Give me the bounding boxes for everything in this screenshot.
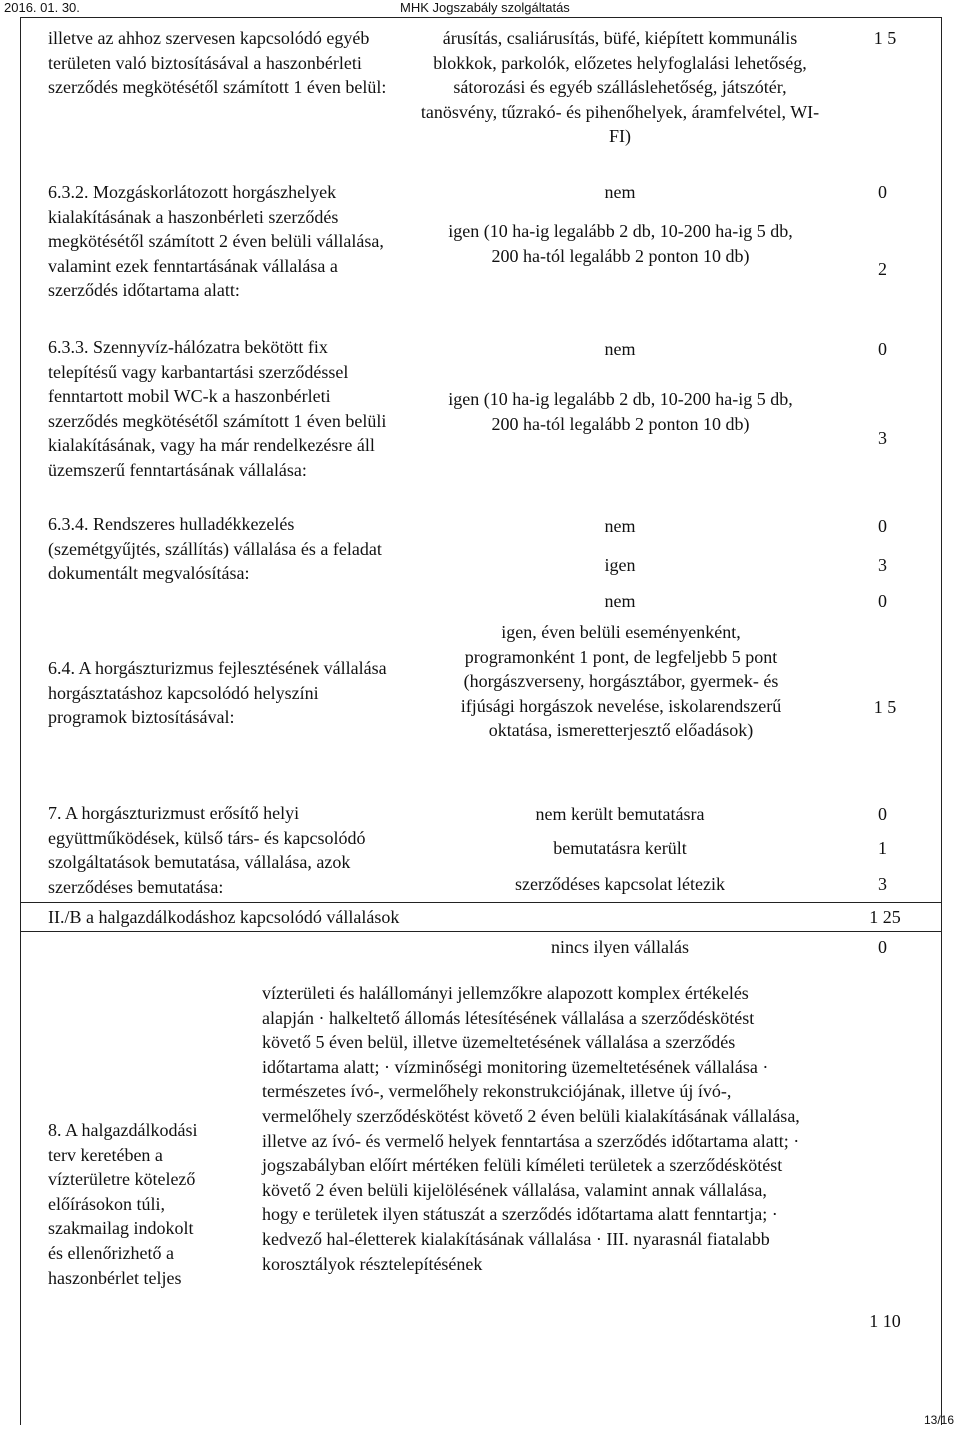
option-text: igen (604, 555, 636, 575)
header-source: MHK Jogszabály szolgáltatás (400, 0, 570, 15)
score-value: 0 (878, 937, 887, 957)
section-score: 1 25 (869, 907, 901, 927)
option-text: igen (10 ha-ig legalább 2 db, 10-200 ha-ig 5 db, 200 ha-tól legalább 2 ponton 10 db) (448, 221, 793, 266)
option-text: igen, éven belüli eseményenként, programonként 1 pont, de legfeljebb 5 pont (horgászverseny, horgásztábor, gyermek- és ifjúsági horgászok nevelése, iskolarendszerű oktatása, ismeretterjesztő előadások) (460, 622, 782, 741)
criterion-text: 6.3.4. Rendszeres hulladékkezelés (szemétgyűjtés, szállítás) vállalása és a feladat dokumentált megvalósítása: (48, 514, 382, 584)
score-value: 0 (878, 339, 887, 359)
score-value: 1 5 (873, 28, 897, 48)
criterion-text: 8. A halgazdálkodási terv keretében a vízterületre kötelező előírásokon túli, szakmailag indokolt és ellenőrizhető a haszonbérlet teljes (48, 1120, 198, 1288)
option-text: vízterületi és halállományi jellemzőkre alapozott komplex értékelés alapján · halkeltető állomás létesítésének vállalása a szerződéskötést követő 5 éven belül, illetve üzemeltetésének vállalása a szerződés időtartama alatt; · vízminőségi monitoring üzemeltetésének vállalása · természetes ívó-, vermelőhely rekonstrukciójának, illetve új ívó-, vermelőhely szerződéskötést követő 2 éven belüli kialakításának vállalása, illetve az ívó- és vermelő helyek fenntartása a szerződés időtartama alatt; · jogszabályban előírt mértéken felüli kíméleti területek a szerződéskötést követő 2 éven belüli kijelölésének vállalása, valamint annak vállalása, hogy e területek ilyen státuszát a szerződés időtartama alatt fenntartja; · kedvező hal-életterek kialakításának vállalása · III. nyarasnál fiatalabb korosztályok résztelepítésének (262, 983, 800, 1274)
option-text: szerződéses kapcsolat létezik (515, 874, 725, 894)
header-date: 2016. 01. 30. (4, 0, 80, 15)
option-text: nem (604, 182, 636, 202)
score-value: 0 (878, 804, 887, 824)
option-text: árusítás, csaliárusítás, büfé, kiépített kommunális blokkok, parkolók, előzetes helyfoglalási lehetőség, sátorozási és egyéb szálláslehetőség, játszótér, tanösvény, tűzrakó- és pihenőhelyek, áramfelvétel, WI-FI) (420, 28, 820, 147)
option-text: nincs ilyen vállalás (551, 937, 689, 957)
table-top-line (20, 17, 942, 18)
criterion-text: 6.3.3. Szennyvíz-hálózatra bekötött fix telepítésű vagy karbantartási szerződéssel fenntartott mobil WC-k a haszonbérleti szerződés megkötésétől számított 1 éven belüli kialakításának, vagy ha már rendelkezésre áll üzemszerű fenntartásának vállalása: (48, 337, 387, 480)
criterion-text: 7. A horgászturizmust erősítő helyi együttműködések, külső társ- és kapcsolódó szolgáltatások bemutatása, vállalása, azok szerződéses bemutatása: (48, 803, 366, 897)
score-value: 1 10 (869, 1311, 901, 1331)
criterion-text: illetve az ahhoz szervesen kapcsolódó egyéb területen való biztosításával a haszonbérleti szerződés megkötésétől számított 1 éven belül: (48, 28, 387, 98)
score-value: 1 5 (873, 697, 897, 717)
score-value: 3 (878, 428, 887, 448)
table-left-border (20, 17, 21, 1425)
option-text: igen (10 ha-ig legalább 2 db, 10-200 ha-ig 5 db, 200 ha-tól legalább 2 ponton 10 db) (448, 389, 793, 434)
option-text: bemutatásra került (553, 838, 687, 858)
score-value: 0 (878, 591, 887, 611)
score-value: 3 (878, 874, 887, 894)
option-text: nem került bemutatásra (535, 804, 705, 824)
criterion-text: 6.4. A horgászturizmus fejlesztésének vállalása horgásztatáshoz kapcsolódó helyszíni programok biztosításával: (48, 658, 387, 728)
score-value: 2 (878, 259, 887, 279)
score-value: 0 (878, 516, 887, 536)
option-text: nem (604, 516, 636, 536)
option-text: nem (604, 339, 636, 359)
score-value: 0 (878, 182, 887, 202)
table-line (20, 902, 942, 903)
score-value: 3 (878, 555, 887, 575)
table-right-border (941, 17, 942, 1425)
score-value: 1 (878, 838, 887, 858)
table-line (20, 931, 942, 932)
option-text: nem (604, 591, 636, 611)
page-number: 13/16 (924, 1413, 955, 1427)
section-title: II./B a halgazdálkodáshoz kapcsolódó vállalások (48, 907, 400, 927)
criterion-text: 6.3.2. Mozgáskorlátozott horgászhelyek kialakításának a haszonbérleti szerződés megkötésétől számított 2 éven belüli vállalása, valamint ezek fenntartásának vállalása a szerződés időtartama alatt: (48, 182, 384, 301)
